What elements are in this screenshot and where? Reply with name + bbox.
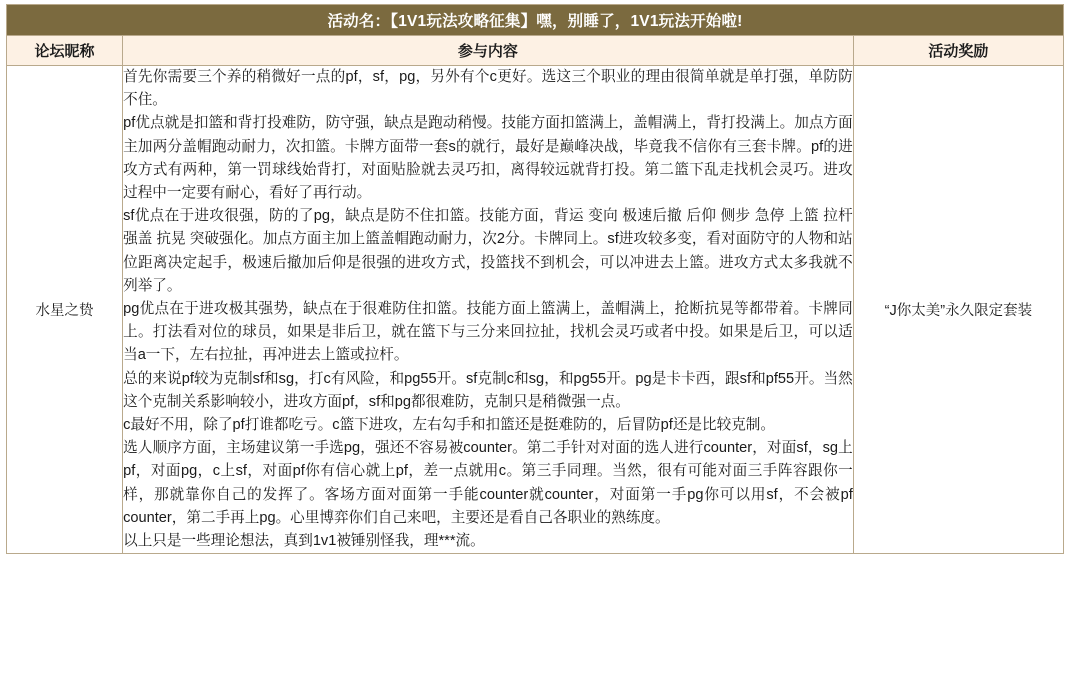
cell-reward: “J你太美”永久限定套装 bbox=[853, 66, 1063, 554]
header-reward: 活动奖励 bbox=[853, 36, 1063, 66]
header-content: 参与内容 bbox=[123, 36, 854, 66]
activity-banner: 活动名：【1V1玩法攻略征集】嘿，别睡了，1V1玩法开始啦! bbox=[7, 5, 1064, 36]
content-paragraph: c最好不用，除了pf打谁都吃亏。c篮下进攻，左右勾手和扣篮还是挺难防的，后冒防pf还是比较克制。 bbox=[123, 417, 775, 434]
activity-table bbox=[6, 4, 1064, 554]
table-row bbox=[7, 66, 1064, 554]
content-paragraph: pg优点在于进攻极其强势，缺点在于很难防住扣篮。技能方面上篮满上，盖帽满上，抢断抗晃等都带着。卡牌同上。打法看对位的球员，如果是非后卫，就在篮下与三分来回拉扯，找机会灵巧或者中投。如果是后卫，可以适当a一下，左右拉扯，再冲进去上篮或拉杆。 bbox=[123, 301, 853, 364]
content-paragraph: pf优点就是扣篮和背打投难防，防守强，缺点是跑动稍慢。技能方面扣篮满上，盖帽满上，背打投满上。加点方面主加两分盖帽跑动耐力，次扣篮。卡牌方面带一套s的就行，最好是巅峰决战，毕竟我不信你有三套卡牌。pf的进攻方式有两种，第一罚球线始背打，对面贴脸就去灵巧扣，离得较远就背打投。第二篮下乱走找机会灵巧。进攻过程中一定要有耐心，看好了再行动。 bbox=[123, 115, 853, 202]
header-nickname: 论坛昵称 bbox=[7, 36, 123, 66]
content-paragraph: 以上只是一些理论想法，真到1v1被锤别怪我，理***流。 bbox=[123, 533, 485, 550]
content-paragraph: 总的来说pf较为克制sf和sg，打c有风险，和pg55开。sf克制c和sg，和pg55开。pg是卡卡西，跟sf和pf55开。当然这个克制关系影响较小，进攻方面pf，sf和pg都很难防，克制只是稍微强一点。 bbox=[123, 370, 853, 410]
content-paragraph: 首先你需要三个养的稍微好一点的pf，sf，pg，另外有个c更好。选这三个职业的理由很简单就是单打强，单防防不住。 bbox=[123, 69, 853, 109]
content-paragraph: 选人顺序方面，主场建议第一手选pg，强还不容易被counter。第二手针对对面的选人进行counter，对面sf，sg上pf，对面pg，c上sf，对面pf你有信心就上pf，差一点就用c。第三手同理。当然，很有可能对面三手阵容跟你一样，那就靠你自己的发挥了。客场方面对面第一手能counter就counter，对面第一手pg你可以用sf，不会被pf counter，第二手再上pg。心里博弈你们自己来吧，主要还是看自己各职业的熟练度。 bbox=[123, 440, 853, 526]
header-row bbox=[7, 36, 1064, 66]
content-paragraph: sf优点在于进攻很强，防的了pg，缺点是防不住扣篮。技能方面，背运 变向 极速后撤 后仰 侧步 急停 上篮 拉杆 强盖 抗晃 突破强化。加点方面主加上篮盖帽跑动耐力，次2分。卡牌同上。sf进攻较多变，看对面防守的人物和站位距离决定起手，极速后撤加后仰是很强的进攻方式，投篮找不到机会，可以冲进去上篮。进攻方式太多我就不列举了。 bbox=[123, 208, 853, 294]
banner-row bbox=[7, 5, 1064, 36]
cell-nickname: 水星之贽 bbox=[7, 66, 123, 554]
cell-content bbox=[123, 66, 854, 554]
